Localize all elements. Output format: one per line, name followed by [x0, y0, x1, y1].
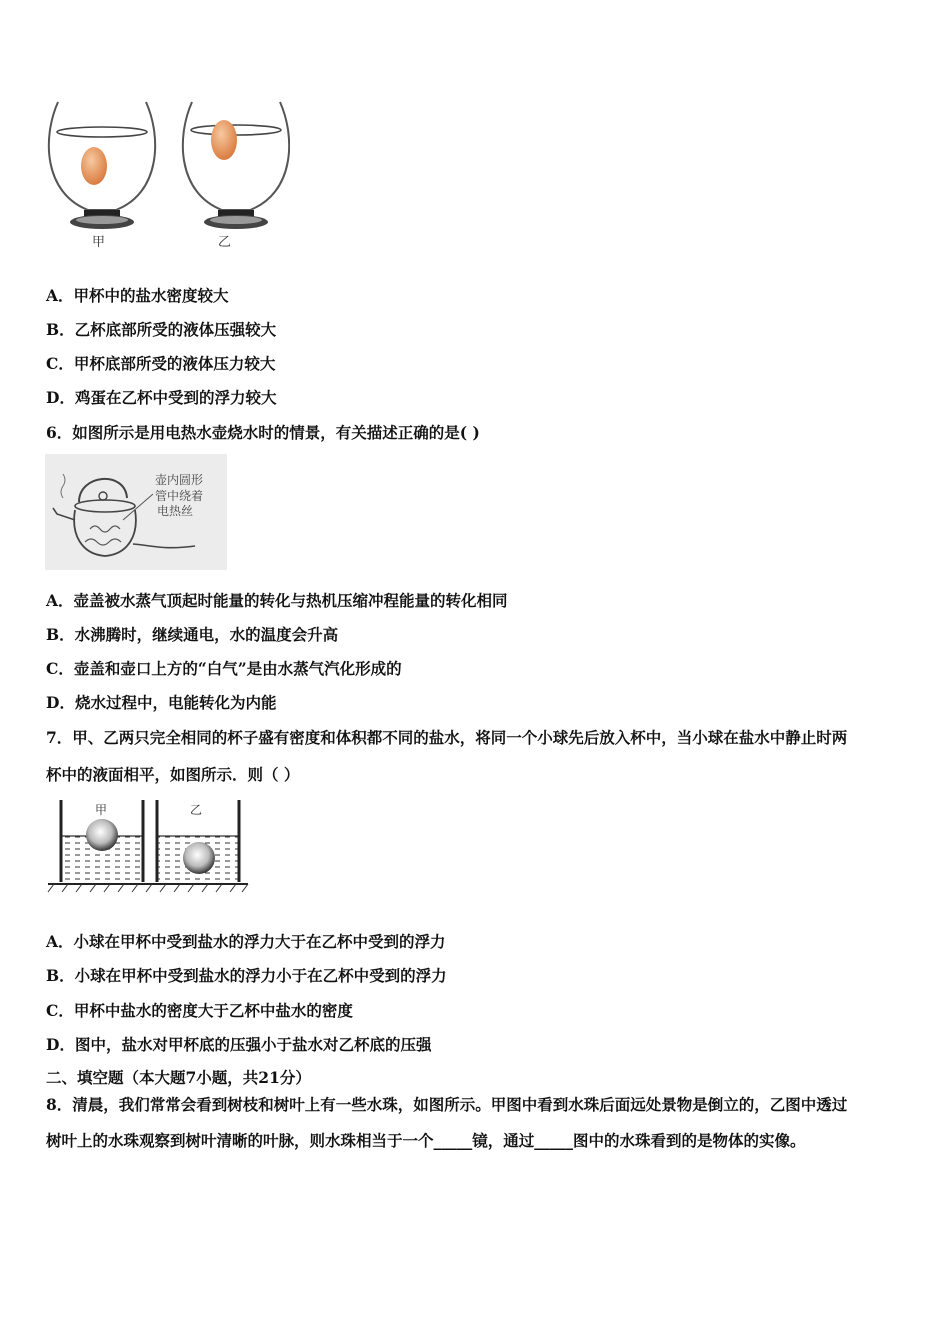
q7-option-c: C．甲杯中盐水的密度大于乙杯中盐水的密度 — [46, 1001, 353, 1020]
q5-option-c: C．甲杯底部所受的液体压力较大 — [46, 354, 276, 373]
q5-option-b: B．乙杯底部所受的液体压强较大 — [46, 320, 277, 339]
glass-left — [49, 102, 155, 229]
q5-option-d: D．鸡蛋在乙杯中受到的浮力较大 — [46, 388, 277, 407]
q7-stem-line1: 7．甲、乙两只完全相同的杯子盛有密度和体积都不同的盐水，将同一个小球先后放入杯中，当小球在盐水中静止时两 — [46, 728, 848, 747]
q7-option-d: D．图中，盐水对甲杯底的压强小于盐水对乙杯底的压强 — [46, 1035, 432, 1054]
egg-right — [211, 120, 237, 160]
q5-label-left: 甲 — [92, 235, 106, 250]
q7-label-left: 甲 — [95, 803, 108, 817]
q6-stem: 6．如图所示是用电热水壶烧水时的情景，有关描述正确的是( ) — [46, 423, 480, 442]
q5-option-a: A．甲杯中的盐水密度较大 — [46, 286, 229, 305]
ball-left — [86, 819, 118, 851]
section-heading-fill-in: 二、填空题（本大题7小题，共21分） — [46, 1068, 311, 1087]
q7-cups-figure — [44, 798, 250, 894]
glass-right — [183, 102, 289, 229]
q7-label-right: 乙 — [190, 803, 203, 817]
q7-option-a: A．小球在甲杯中受到盐水的浮力大于在乙杯中受到的浮力 — [46, 932, 446, 951]
q6-kettle-figure — [45, 454, 227, 570]
egg-left — [81, 147, 107, 185]
q8-line2: 树叶上的水珠观察到树叶清晰的叶脉，则水珠相当于一个_____镜，通过_____图中的水珠看到的是物体的实像。 — [46, 1131, 806, 1150]
q8-line1: 8．清晨，我们常常会看到树枝和树叶上有一些水珠，如图所示。甲图中看到水珠后面远处景物是倒立的，乙图中透过 — [46, 1095, 848, 1114]
q6-caption-line1: 壶内圆形 — [155, 473, 204, 487]
q6-option-a: A．壶盖被水蒸气顶起时能量的转化与热机压缩冲程能量的转化相同 — [46, 591, 508, 610]
q6-caption-line3: 电热丝 — [157, 504, 194, 518]
q7-stem-line2: 杯中的液面相平，如图所示．则（ ） — [46, 765, 300, 784]
q6-option-d: D．烧水过程中，电能转化为内能 — [46, 693, 277, 712]
q5-label-right: 乙 — [218, 235, 232, 250]
q7-option-b: B．小球在甲杯中受到盐水的浮力小于在乙杯中受到的浮力 — [46, 966, 447, 985]
ball-right — [183, 842, 215, 874]
q6-option-b: B．水沸腾时，继续通电，水的温度会升高 — [46, 625, 339, 644]
q6-caption-line2: 管中绕着 — [155, 489, 204, 503]
q5-egg-figure — [40, 98, 290, 258]
q6-option-c: C．壶盖和壶口上方的“白气”是由水蒸气汽化形成的 — [46, 659, 402, 678]
